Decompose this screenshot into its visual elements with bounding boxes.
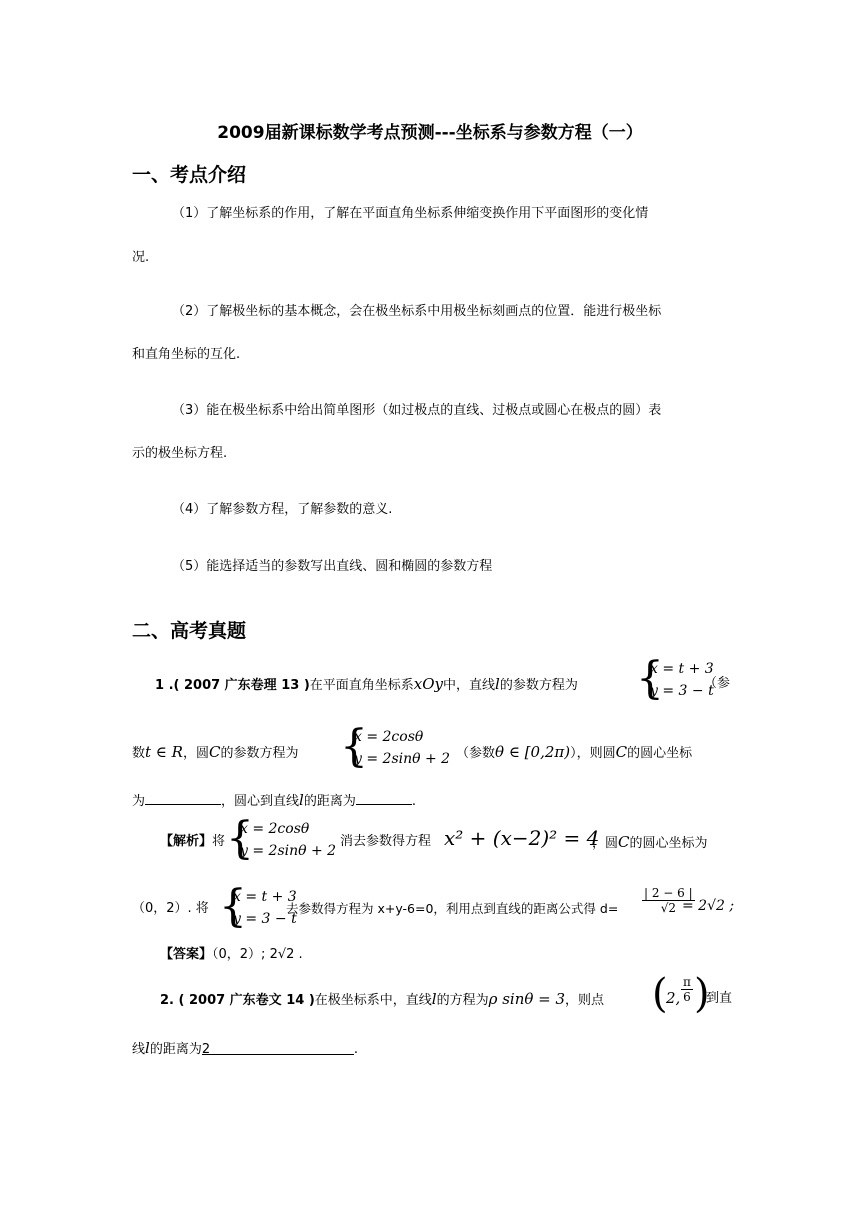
document-page: 2009届新课标数学考点预测---坐标系与参数方程（一） 一、考点介绍 （1）了解坐标系的作用，了解在平面直角坐标系伸缩变换作用下平面图形的变化情 况. （2）了解极坐标的基本概念，会在极坐标系中用极坐标刻画点的位置．能进行极坐标 和直角坐标的互化. （3）能在极坐标系中给出简单图形（如过极点的直线、过极点或圆心在极点的圆）表 示的极坐标方程. （4）了解参数方程，了解参数的意义. （5）能选择适当的参数写出直线、圆和椭圆的参数方程 二、高考真题 1 .( 2007 广东卷理 13 )在平面直角坐标系xOy中，直线l的参数方程为 { x = t + 3 y = 3 − t （参 数t ∈ R，圆C的参数方程为 { x = 2cosθ y = 2sinθ + 2 （参数θ ∈ [0,2π)），则圆C的圆心坐标 为 ，圆心到直线l的距离为 . 【解析】将 { x = 2cosθ y = 2sinθ + 2 消去参数得方程 x² + (x−2)² = 4 ，圆C的圆心坐标为 （0，2）. 将 { x = t + 3 y = 3 − t 去参数得方程为 x+y-6=0，利用点到直线的距离公式得 d= $\frac{| 2 - 6 |}{√2}$ = 2√2 ; 【答案】（0，2）; 2√2 . 2. ( 2007 广东卷文 14 )在极坐标系中，直线l的方程为ρ sinθ = 3，则点 ( 2, $\frac{\pi}{6}$ ) 到直 线l的距离为2 . <box>0 0 860 1216</box>
question-1-line3: 为 ，圆心到直线l的距离为 . <box>132 791 416 809</box>
analysis-line2: （0，2）. 将 <box>132 901 209 916</box>
brace-icon: { <box>226 813 254 864</box>
paren-right-icon: ) <box>694 971 710 1017</box>
question-1-line1: 1 .( 2007 广东卷理 13 )在平面直角坐标系xOy中，直线l的参数方程为 <box>155 675 578 693</box>
point-fraction: $\frac{\pi}{6}$ <box>683 975 691 1004</box>
question-1-line2: 数t ∈ R，圆C的参数方程为 <box>132 743 299 761</box>
analysis-tag: 【解析】 <box>160 834 213 849</box>
brace-icon: { <box>636 653 664 704</box>
intro-item-3-line2: 示的极坐标方程. <box>132 446 228 461</box>
param-system-circle: x = 2cosθ y = 2sinθ + 2 <box>354 729 451 767</box>
answer-line: 【答案】（0，2）; 2√2 . <box>160 947 303 962</box>
answer-blank-center <box>145 790 221 805</box>
analysis-line1: 【解析】将 <box>160 834 226 849</box>
circle-equation: x² + (x−2)² = 4 <box>444 826 600 850</box>
param-system-analysis-line: x = t + 3 y = 3 − t <box>233 889 297 927</box>
question-2-line2: 线l的距离为2 . <box>132 1039 358 1057</box>
intro-item-2-line1: （2）了解极坐标的基本概念，会在极坐标系中用极坐标刻画点的位置．能进行极坐标 <box>172 304 662 319</box>
section-heading-1: 一、考点介绍 <box>132 164 247 186</box>
answer-tag: 【答案】 <box>160 947 213 962</box>
question-2-line1: 2. ( 2007 广东卷文 14 )在极坐标系中，直线l的方程为ρ sinθ = 3，则点 <box>160 990 605 1008</box>
section-heading-2: 二、高考真题 <box>132 620 247 642</box>
intro-item-5: （5）能选择适当的参数写出直线、圆和椭圆的参数方程 <box>172 559 493 574</box>
param-system-line: x = t + 3 y = 3 − t <box>650 661 714 699</box>
intro-item-1-line2: 况. <box>132 250 150 265</box>
distance-fraction: $\frac{| 2 - 6 |}{√2}$ <box>644 886 693 915</box>
answer-blank-distance <box>356 790 412 805</box>
intro-item-2-line2: 和直角坐标的互化. <box>132 347 241 362</box>
brace-icon: { <box>219 881 247 932</box>
intro-item-3-line1: （3）能在极坐标系中给出简单图形（如过极点的直线、过极点或圆心在极点的圆）表 <box>172 403 662 418</box>
brace-icon: { <box>340 721 368 772</box>
math-xoy: xOy <box>413 675 444 693</box>
intro-item-1-line1: （1）了解坐标系的作用，了解在平面直角坐标系伸缩变换作用下平面图形的变化情 <box>172 206 649 221</box>
question-2-label: 2. ( 2007 广东卷文 14 ) <box>160 993 315 1008</box>
question-1-label: 1 .( 2007 广东卷理 13 ) <box>155 678 310 693</box>
page-title: 2009届新课标数学考点预测---坐标系与参数方程（一） <box>217 123 643 143</box>
answer-blank-q2: 2 <box>202 1040 354 1055</box>
paren-left-icon: ( <box>652 971 668 1017</box>
intro-item-4: （4）了解参数方程，了解参数的意义. <box>172 502 393 517</box>
param-system-analysis: x = 2cosθ y = 2sinθ + 2 <box>240 821 337 859</box>
